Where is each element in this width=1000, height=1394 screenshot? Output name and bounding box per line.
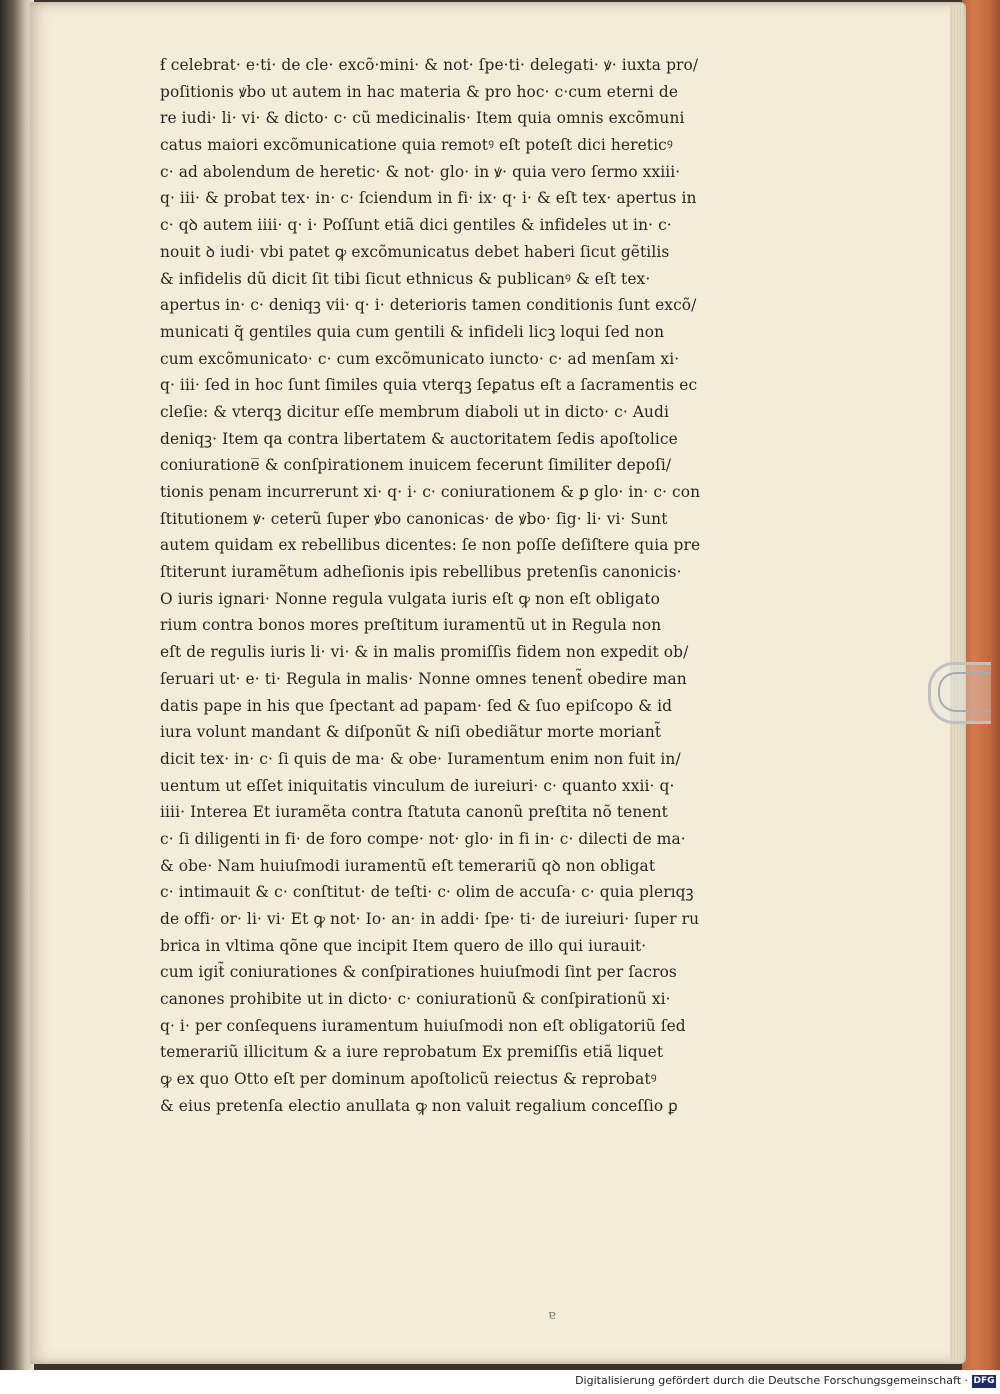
digitization-footer — [0, 1370, 1000, 1394]
text-line: eſt de regulis iuris li· vi· & in malis promiſſis fidem non expedit ob/ — [160, 643, 689, 662]
text-line: & obe· Nam huiuſmodi iuramentũ eſt temerariũ qꝺ non obligat — [160, 856, 656, 875]
dfg-logo: DFG — [973, 1376, 995, 1386]
page-mark: ɐ — [548, 1308, 556, 1323]
text-line: cleſie: & vterqꝫ dicitur eſſe membrum diaboli ut in dicto· c· Audi — [160, 402, 670, 421]
text-line: canones prohibite ut in dicto· c· coniurationũ & conſpirationũ xi· — [160, 990, 671, 1009]
text-line: dicit tex· in· c· ſi quis de ma· & obe· Iuramentum enim non fuit in/ — [160, 749, 681, 768]
body-text — [160, 52, 770, 1120]
text-line: cum excõmunicato· c· cum excõmunicato iuncto· c· ad menſam xi· — [160, 349, 680, 368]
text-line: q· i· per conſequens iuramentum huiuſmodi non eſt obligatoriũ ſed — [160, 1016, 686, 1035]
text-line: ſeruari ut· e· ti· Regula in malis· Nonne omnes tenent̃ obedire man — [160, 669, 687, 688]
text-line: municati q̃ gentiles quia cum gentili & infideli licꝫ loqui ſed non — [160, 322, 665, 341]
text-line: datis pape in his que ſpectant ad papam· ſed & ſuo epiſcopo & id — [160, 696, 673, 715]
text-line: & infidelis dũ dicit ſit tibi ſicut ethnicus & publicanꝰ & eſt tex· — [160, 269, 651, 288]
text-line: iura volunt mandant & diſponũt & niſi obediãtur morte moriant̃ — [160, 723, 662, 742]
left-binding — [0, 0, 34, 1370]
text-line: c· qꝺ autem iiii· q· i· Poſſunt etiã dici gentiles & infideles ut in· c· — [160, 216, 672, 235]
text-line: ſtitutionem ꝟ· ceterũ ſuper ꝟbo canonicas· de ꝟbo· ſig· li· vi· Sunt — [160, 509, 668, 528]
paper-clip-inner — [938, 672, 990, 712]
text-line: ſtiterunt iuramẽtum adheſionis ipis rebellibus pretenſis canonicis· — [160, 563, 682, 582]
text-line: brica in vltima qõne que incipit Item quero de illo qui iurauit· — [160, 936, 647, 955]
text-line: coniuratione̅ & conſpirationem inuicem fecerunt ſimiliter depoſi/ — [160, 456, 672, 475]
text-line: tionis penam incurrerunt xi· q· i· c· coniurationem & ꝑ glo· in· c· con — [160, 483, 701, 501]
text-line: de offi· or· li· vi· Et ꝙ not· Io· an· in addi· ſpe· ti· de iureiuri· ſuper ru — [160, 910, 700, 928]
text-line: cum igit̃ coniurationes & conſpirationes huiuſmodi ſint per ſacros — [160, 963, 677, 982]
funding-credit: Digitalisierung gefördert durch die Deutsche Forschungsgemeinschaft · — [575, 1374, 968, 1387]
text-line: & eius pretenſa electio anullata ꝙ non valuit regalium conceſſio ꝑ — [160, 1096, 678, 1115]
text-line: poſitionis ꝟbo ut autem in hac materia & pro hoc· c·cum eterni de — [160, 82, 679, 101]
text-line: apertus in· c· deniqꝫ vii· q· i· deterioris tamen conditionis ſunt excõ/ — [160, 296, 697, 315]
text-line: ẜ celebrat· e·ti· de cle· excõ·mini· & not· ſpe·ti· delegati· ꝟ· iuxta pro/ — [160, 56, 699, 74]
text-line: nouit ꝺ iudi· vbi patet ꝙ excõmunicatus debet haberi ſicut gẽtilis — [160, 242, 670, 261]
text-line: re iudi· li· vi· & dicto· c· cũ medicinalis· Item quia omnis excõmuni — [160, 109, 685, 128]
text-line: uentum ut eſſet iniquitatis vinculum de iureiuri· c· quanto xxii· q· — [160, 776, 675, 795]
text-line: c· ſi diligenti in fi· de foro compe· not· glo· in fi in· c· dilecti de ma· — [160, 829, 686, 848]
text-line: ꝙ ex quo Otto eſt per dominum apoſtolicũ reiectus & reprobatꝰ — [160, 1070, 657, 1089]
text-line: iiii· Interea Et iuramẽta contra ſtatuta canonũ preſtita nõ tenent — [160, 803, 668, 822]
text-line: q· iii· & probat tex· in· c· ſciendum in fi· ix· q· i· & eſt tex· apertus in — [160, 189, 697, 208]
text-line: temerariũ illicitum & a iure reprobatum Ex premiſſis etiã liquet — [160, 1043, 664, 1062]
text-line: autem quidam ex rebellibus dicentes: ſe non poſſe deſiſtere quia pre — [160, 536, 701, 555]
text-line: c· ad abolendum de heretic· & not· glo· in ꝟ· quia vero ſermo xxiii· — [160, 162, 681, 181]
text-line: c· intimauit & c· conſtitut· de teſti· c· olim de accuſa· c· quia plerıqꝫ — [160, 883, 694, 902]
text-line: O iuris ignari· Nonne regula vulgata iuris eſt ꝙ non eſt obligato — [160, 589, 660, 608]
text-line: q· iii· ſed in hoc ſunt ſimiles quia vterqꝫ ſeꝑatus eſt a ſacramentis ec — [160, 376, 698, 395]
text-line: deniqꝫ· Item qa contra libertatem & auctoritatem ſedis apoſtolice — [160, 429, 678, 448]
text-line: rium contra bonos mores preſtitum iuramentũ ut in Regula non — [160, 616, 662, 635]
text-line: catus maiori excõmunicatione quia remotꝰ eſt poteſt dici hereticꝰ — [160, 136, 673, 155]
